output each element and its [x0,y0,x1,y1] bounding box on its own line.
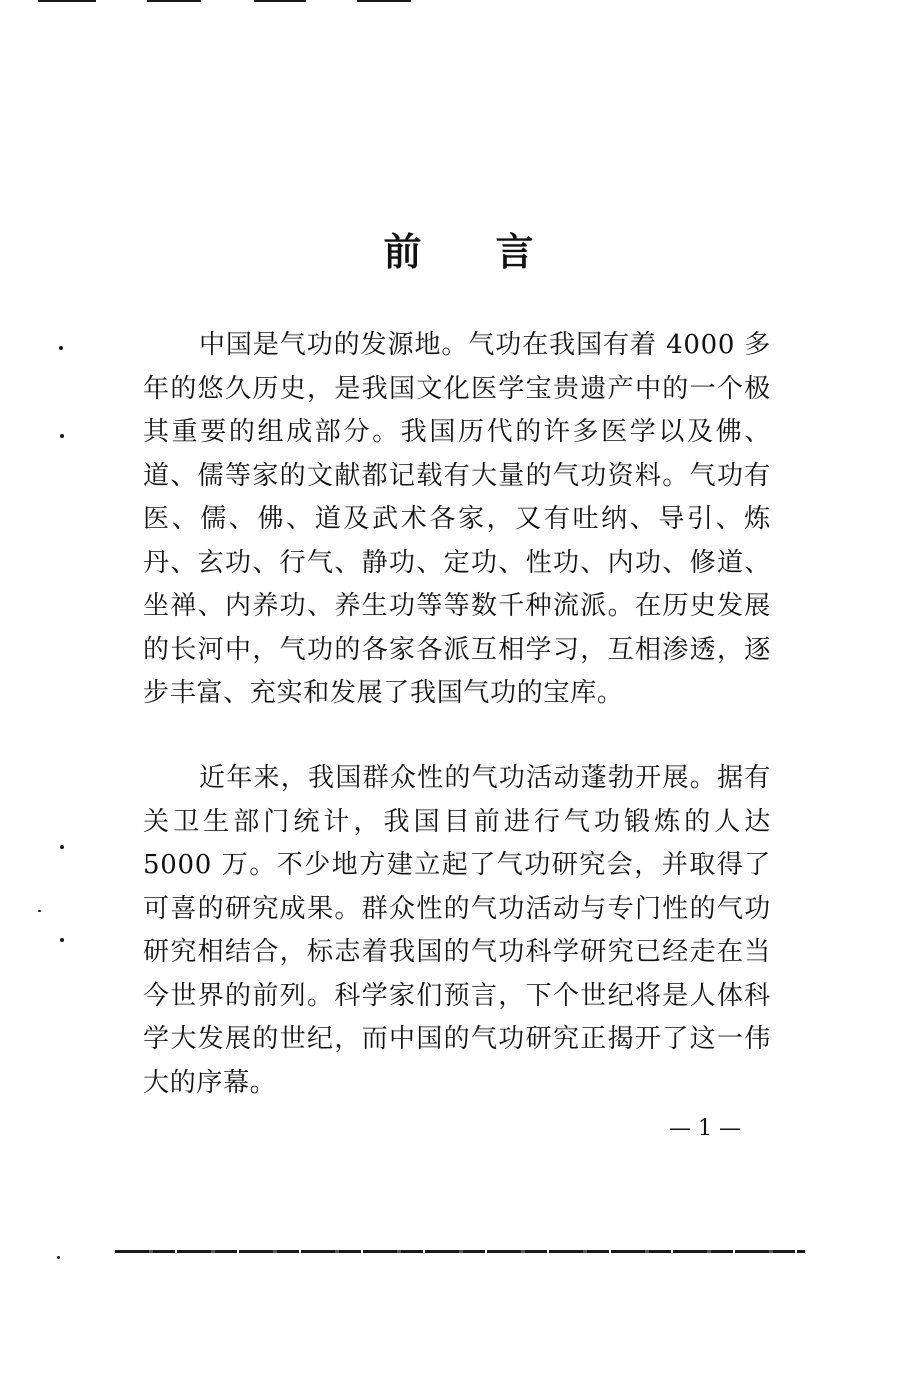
scan-speck [60,938,64,942]
scan-speck [38,910,41,912]
scan-speck [60,845,64,849]
paragraph: 近年来，我国群众性的气功活动蓬勃开展。据有关卫生部门统计，我国目前进行气功锻炼的人达 5000 万。不少地方建立起了气功研究会，并取得了可喜的研究成果。群众性的气功活动与专门性的气功研究相结合，标志着我国的气功科学研究已经走在当今世界的前列。科学家们预言，下个世纪将是人体科学大发展的世纪，而中国的气功研究正揭开了这一伟大的序幕。 [143,763,771,1098]
paragraph: 中国是气功的发源地。气功在我国有着 4000 多年的悠久历史，是我国文化医学宝贵遗产中的一个极其重要的组成部分。我国历代的许多医学以及佛、道、儒等家的文献都记载有大量的气功资料。气功有医、儒、佛、道及武术各家，又有吐纳、导引、炼丹、玄功、行气、静功、定功、性功、内功、修道、坐禅、内养功、养生功等等数千种流派。在历史发展的长河中，气功的各家各派互相学习，互相渗透，逐步丰富、充实和发展了我国气功的宝库。 [143,330,771,708]
top-rule [254,0,306,2]
page-number: — 1 — [669,1116,741,1141]
top-rule [357,0,411,2]
bottom-scan-line [115,1250,805,1253]
top-rule [38,0,96,2]
scan-speck [59,346,63,350]
top-rule [147,0,201,2]
scan-speck [57,1256,60,1259]
scan-speck [60,434,64,438]
page-title: 前言 [383,229,608,274]
